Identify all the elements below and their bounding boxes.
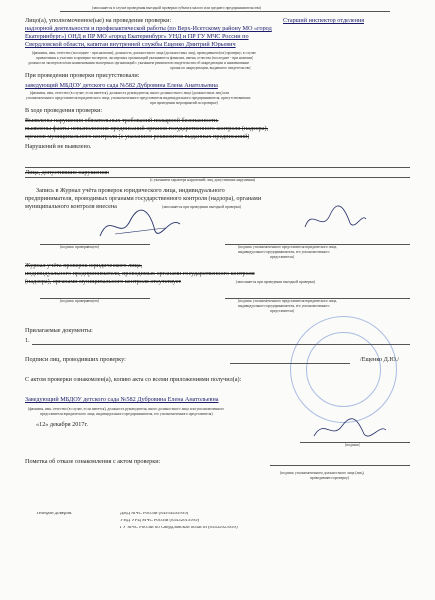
present-label: При проведении проверки присутствовали: xyxy=(25,72,140,79)
divider xyxy=(60,11,390,12)
refusal-hint: проводившего проверку) xyxy=(310,476,350,480)
journal-line: предпринимателя, проводимых органами государственного контроля (надзора), органами xyxy=(25,195,262,202)
representative-signature xyxy=(300,205,370,235)
findings-label: В ходе проведения проверки: xyxy=(25,107,103,114)
journal-absent: (надзора), органами муниципального контроля отсутствует xyxy=(25,278,182,285)
acquainted-label: С актом проверки ознакомлен(а), копию акта со всеми приложениями получил(а): xyxy=(25,376,242,383)
findings-line: Выявлены нарушения обязательных требований пожарной безопасности. xyxy=(25,117,219,124)
attachments-item: 1. xyxy=(25,337,30,344)
refusal-hint: (подпись уполномоченного должностного лица (лиц), xyxy=(280,471,365,475)
signature-line xyxy=(270,465,410,466)
persons-value: Екатеринбург») ОНД и ПР МО «город Екатеринбург» УНД и ПР ГУ МЧС России по xyxy=(25,33,249,40)
persons-hint: (фамилия, имя, отчество (последнее - при наличии), должность должностного лица (должностных лиц), проводившего(их) проверку; в случае xyxy=(32,51,256,55)
persons-value: Свердловской области, капитан внутренней службы Ещенко Дмитрий Юрьевич xyxy=(25,41,236,48)
attachments-label: Прилагаемые документы: xyxy=(25,327,93,334)
present-hint: (фамилия, имя, отчество (в случае, если имеется), должность руководителя, иного должностного лица (должностных лиц) или xyxy=(30,91,230,95)
acquainted-hint: (фамилия, имя, отчество (в случае, если имеется), должность руководителя, иного должностного лица или уполномоченного xyxy=(28,407,225,411)
sig-hint: индивидуального предпринимателя, его уполномоченного xyxy=(238,250,330,254)
note-top: (заполняется в случае проведения выездной проверки субъекта малого или среднего предпринимательства) xyxy=(92,6,262,10)
acquainted-date: «12» декабря 2017г. xyxy=(36,421,88,428)
sig-hint: (подпись) xyxy=(345,443,361,447)
inspectors-label: Подписи лиц, проводивших проверку: xyxy=(25,356,126,363)
sig-hint: (подпись проверяющего) xyxy=(60,245,100,249)
inspector-name: /Ещенко Д.Ю./ xyxy=(360,356,400,363)
sig-hint: (подпись уполномоченного представителя юридического лица, xyxy=(238,299,338,303)
hotline: ДНД МЧС России (84954499999) xyxy=(120,512,189,516)
acquainted-value: Заведующий МБДОУ детского сада №582 Дубровина Елена Анатольевна xyxy=(25,396,219,403)
journal-line: муниципального контроля внесена xyxy=(25,203,117,210)
journal-hint: (заполняется при проведении выездной проверки) xyxy=(162,205,241,209)
hotline: УНД УРЦ МЧС России (83432619999) xyxy=(120,519,200,523)
findings-none: Нарушений не выявлено. xyxy=(25,143,92,150)
persons-hint: органа по аккредитации, выдавшего свидетельство) xyxy=(170,66,252,70)
findings-line: выявлены факты невыполнения предписаний органов государственного контроля (надзора), xyxy=(25,125,269,132)
persons-value: надзорной деятельности и профилактической работы (по Верх-Исетскому району МО «город xyxy=(25,25,272,32)
persons-value: Старший инспектор отделения xyxy=(283,17,365,24)
findings-line: органов муниципального контроля (с указанием реквизитов выданных предписаний) xyxy=(25,133,250,140)
journal-line: Запись в Журнал учёта проверок юридического лица, индивидуального xyxy=(36,187,225,194)
present-hint: при проведении мероприятий по проверке) xyxy=(150,101,218,105)
journal-absent: индивидуального предпринимателя, проводимых органами государственного контроля xyxy=(25,270,255,277)
divider xyxy=(32,344,410,345)
acquainted-hint: представителя юридического лица, индивидуального предпринимателя, его уполномоченного представителя) xyxy=(40,412,213,416)
sig-hint: представителя) xyxy=(270,309,294,313)
journal-hint: (заполняется при проведении выездной проверки) xyxy=(236,280,315,284)
persons-hint: привлечения к участию в проверке экспертов, экспертных организаций указываются фамилии, имена, отчества (последнее - при наличии) xyxy=(36,56,254,60)
persons-hint: должности экспертов и/или наименования экспертных организаций с указанием реквизитов свидетельства об аккредитации и наименование xyxy=(28,61,250,65)
sig-hint: (подпись проверяющего) xyxy=(60,299,100,303)
divider xyxy=(25,167,410,168)
violators-label: Лица, допустившие нарушения: xyxy=(25,169,110,176)
persons-label: Лицо(а), уполномоченное(ые) на проведение проверки: xyxy=(25,17,172,24)
sig-hint: представителя) xyxy=(270,255,294,259)
sig-hint: (подпись уполномоченного представителя юридического лица, xyxy=(238,245,338,249)
journal-absent: Журнал учёта проверок юридического лица, xyxy=(25,262,143,269)
hotlines-label: Телефон доверия: xyxy=(36,512,73,516)
acquainted-signature xyxy=(310,414,390,444)
signature-line xyxy=(230,363,350,364)
present-hint: уполномоченного представителя юридического лица, уполномоченного представителя индивидуального предпринимателя, присутствовавших xyxy=(26,96,251,100)
inspector-signature xyxy=(95,206,185,246)
sig-hint: индивидуального предпринимателя, его уполномоченного xyxy=(238,304,330,308)
hotline: ГУ МЧС России по Свердловской области (83432629999) xyxy=(120,526,238,530)
violators-hint: (с указанием характера нарушений; лиц, допустивших нарушения) xyxy=(150,178,256,182)
refusal-label: Пометка об отказе ознакомления с актом проверки: xyxy=(25,458,161,465)
present-value: заведующий МБДОУ детского сада №582 Дубровина Елена Анатольевна xyxy=(25,82,218,89)
